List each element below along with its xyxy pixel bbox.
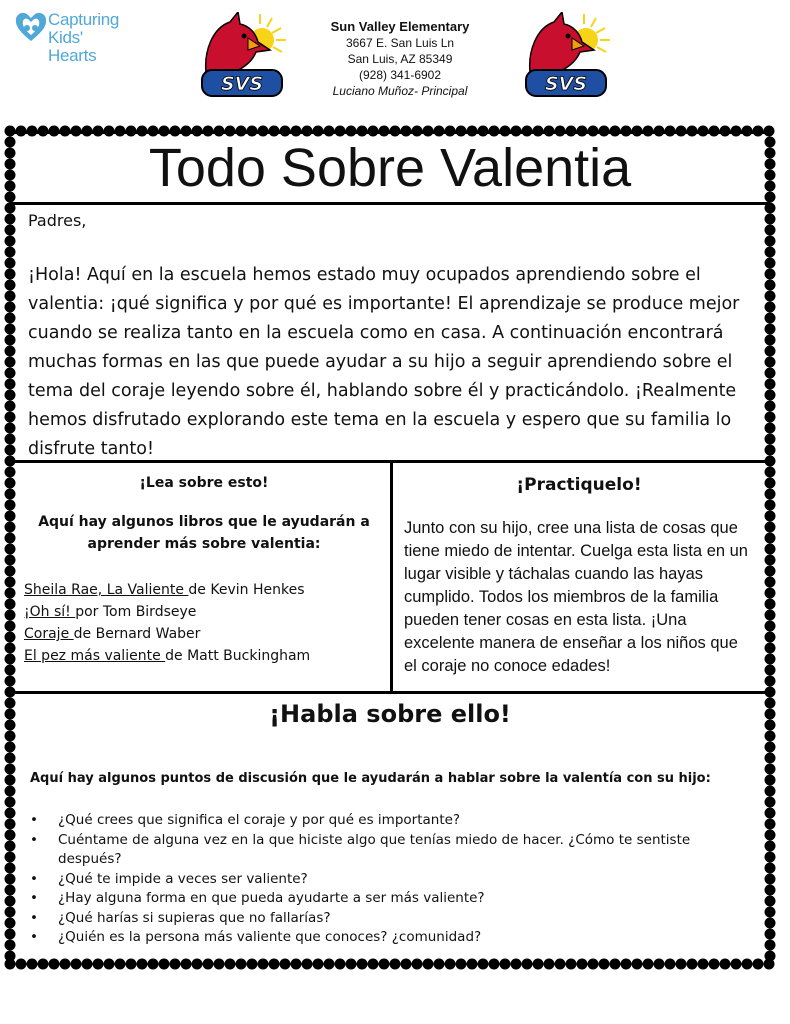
- border-scallop: [765, 907, 776, 918]
- border-scallop: [765, 379, 776, 390]
- border-scallop: [665, 959, 676, 970]
- border-scallop: [5, 841, 16, 852]
- border-scallop: [621, 959, 632, 970]
- border-scallop: [5, 654, 16, 665]
- greeting: Padres,: [28, 211, 87, 230]
- border-scallop: [765, 500, 776, 511]
- border-scallop: [5, 885, 16, 896]
- read-section-title: ¡Lea sobre esto!: [139, 475, 269, 491]
- border-scallop: [5, 775, 16, 786]
- border-scallop: [258, 959, 269, 970]
- border-scallop: [588, 959, 599, 970]
- border-scallop: [5, 544, 16, 555]
- border-scallop: [765, 555, 776, 566]
- border-scallop: [632, 959, 643, 970]
- heart-icon: [14, 10, 48, 44]
- border-scallop: [5, 214, 16, 225]
- border-scallop: [5, 863, 16, 874]
- border-scallop: [38, 959, 49, 970]
- border-scallop: [5, 621, 16, 632]
- border-scallop: [71, 959, 82, 970]
- border-scallop: [765, 621, 776, 632]
- border-scallop: [434, 959, 445, 970]
- border-scallop: [5, 588, 16, 599]
- border-scallop: [765, 291, 776, 302]
- border-scallop: [5, 379, 16, 390]
- border-scallop: [5, 786, 16, 797]
- border-scallop: [5, 951, 16, 962]
- border-scallop: [765, 830, 776, 841]
- column-divider: [390, 460, 393, 694]
- discussion-question-list: [30, 811, 730, 948]
- border-scallop: [765, 863, 776, 874]
- border-scallop: [764, 959, 775, 970]
- border-scallop: [720, 959, 731, 970]
- border-scallop: [5, 423, 16, 434]
- border-scallop: [610, 959, 621, 970]
- border-scallop: [566, 959, 577, 970]
- border-scallop: [765, 643, 776, 654]
- border-scallop: [522, 959, 533, 970]
- border-scallop: [357, 959, 368, 970]
- border-scallop: [765, 654, 776, 665]
- talk-section-title: ¡Habla sobre ello!: [269, 700, 511, 728]
- border-scallop: [765, 412, 776, 423]
- border-scallop: [170, 959, 181, 970]
- border-scallop: [709, 959, 720, 970]
- border-scallop: [765, 445, 776, 456]
- border-scallop: [368, 959, 379, 970]
- border-scallop: [5, 632, 16, 643]
- border-scallop: [467, 959, 478, 970]
- border-scallop: [192, 959, 203, 970]
- border-scallop: [643, 959, 654, 970]
- practice-section-title: ¡Practiquelo!: [516, 475, 642, 495]
- border-scallop: [5, 929, 16, 940]
- border-scallop: [765, 665, 776, 676]
- capturing-kids-hearts-logo: [14, 10, 134, 65]
- border-scallop: [676, 959, 687, 970]
- border-scallop: [5, 665, 16, 676]
- border-scallop: [765, 423, 776, 434]
- border-scallop: [765, 764, 776, 775]
- border-scallop: [379, 959, 390, 970]
- border-scallop: [236, 959, 247, 970]
- border-scallop: [765, 874, 776, 885]
- border-scallop: [765, 566, 776, 577]
- border-scallop: [577, 959, 588, 970]
- border-scallop: [765, 676, 776, 687]
- book-item: [24, 623, 384, 645]
- border-scallop: [5, 236, 16, 247]
- border-scallop: [346, 959, 357, 970]
- border-scallop: [214, 959, 225, 970]
- border-scallop: [5, 269, 16, 280]
- border-scallop: [5, 555, 16, 566]
- book-author: de Bernard Waber: [73, 626, 201, 642]
- border-scallop: [500, 959, 511, 970]
- border-scallop: [203, 959, 214, 970]
- border-scallop: [5, 676, 16, 687]
- border-scallop: [5, 313, 16, 324]
- border-scallop: [765, 852, 776, 863]
- border-scallop: [5, 874, 16, 885]
- school-info: [300, 19, 500, 99]
- border-scallop: [269, 959, 280, 970]
- practice-section: [404, 475, 754, 678]
- border-scallop: [5, 346, 16, 357]
- border-scallop: [765, 269, 776, 280]
- border-scallop: [765, 819, 776, 830]
- border-scallop: [5, 533, 16, 544]
- border-scallop: [5, 280, 16, 291]
- border-scallop: [5, 742, 16, 753]
- talk-section-intro: Aquí hay algunos puntos de discusión que le ayudarán a hablar sobre la valentía con su hijo:: [30, 771, 711, 786]
- border-scallop: [5, 291, 16, 302]
- border-scallop: [765, 742, 776, 753]
- border-scallop: [456, 959, 467, 970]
- border-scallop: [765, 940, 776, 951]
- border-scallop: [104, 959, 115, 970]
- border-scallop: [5, 467, 16, 478]
- border-scallop: [555, 959, 566, 970]
- border-scallop: [313, 959, 324, 970]
- border-scallop: [5, 478, 16, 489]
- border-scallop: [765, 511, 776, 522]
- border-scallop: [765, 324, 776, 335]
- border-scallop: [5, 258, 16, 269]
- border-scallop: [93, 959, 104, 970]
- read-section-intro: Aquí hay algunos libros que le ayudarán a aprender más sobre valentia:: [38, 514, 370, 552]
- section-divider-bottom: [10, 691, 770, 694]
- discussion-question: • ¿Qué te impide a veces ser valiente?: [30, 870, 730, 890]
- border-scallop: [5, 335, 16, 346]
- border-scallop: [5, 830, 16, 841]
- border-scallop: [5, 247, 16, 258]
- border-scallop: [423, 959, 434, 970]
- border-scallop: [5, 808, 16, 819]
- border-scallop: [5, 324, 16, 335]
- border-scallop: [765, 896, 776, 907]
- border-scallop: [765, 346, 776, 357]
- border-scallop: [765, 775, 776, 786]
- border-scallop: [115, 959, 126, 970]
- border-scallop: [765, 797, 776, 808]
- logo-line-1: Capturing: [48, 10, 120, 29]
- border-scallop: [5, 797, 16, 808]
- border-scallop: [544, 959, 555, 970]
- border-scallop: [765, 577, 776, 588]
- border-scallop: [5, 390, 16, 401]
- border-scallop: [5, 753, 16, 764]
- book-author: de Matt Buckingham: [165, 648, 311, 664]
- border-scallop: [5, 522, 16, 533]
- border-scallop: [5, 940, 16, 951]
- border-scallop: [765, 544, 776, 555]
- border-scallop: [765, 522, 776, 533]
- border-scallop: [765, 258, 776, 269]
- border-scallop: [181, 959, 192, 970]
- border-scallop: [753, 959, 764, 970]
- border-scallop: [5, 599, 16, 610]
- border-scallop: [60, 959, 71, 970]
- book-list: [24, 579, 384, 667]
- border-scallop: [765, 929, 776, 940]
- border-scallop: [5, 445, 16, 456]
- border-scallop: [401, 959, 412, 970]
- practice-body: Junto con su hijo, cree una lista de cosas que tiene miedo de intentar. Cuelga esta lista en un lugar visible y táchalas cuando las hayas cumplido. Todos los miembros de la familia pueden tener cosas en esta lista. ¡Una excelente manera de enseñar a los niños que el coraje no conoce edades!: [404, 519, 748, 675]
- border-scallop: [5, 731, 16, 742]
- border-scallop: [765, 390, 776, 401]
- border-scallop: [765, 401, 776, 412]
- border-scallop: [280, 959, 291, 970]
- border-scallop: [654, 959, 665, 970]
- border-scallop: [765, 489, 776, 500]
- address-line-2: San Luis, AZ 85349: [347, 52, 453, 66]
- mascot-text: SVS: [220, 73, 264, 95]
- read-about-it-section: [24, 475, 384, 667]
- border-scallop: [765, 368, 776, 379]
- border-scallop: [5, 489, 16, 500]
- border-scallop: [533, 959, 544, 970]
- school-name: Sun Valley Elementary: [330, 19, 470, 34]
- intro-body: ¡Hola! Aquí en la escuela hemos estado muy ocupados aprendiendo sobre el valentia: ¡qué significa y por qué es importante! El aprendizaje se produce mejor cuando se realiza tanto en la escuela como en casa. A continuación encontrará muchas formas en las que puede ayudar a su hijo a seguir aprendiendo sobre el tema del coraje leyendo sobre él, hablando sobre él y practicándolo. ¡Realmente hemos disfrutado explorando este tema en la escuela y espero que su familia lo disfrute tanto!: [28, 265, 740, 459]
- book-title: ¡Oh sí!: [24, 604, 76, 620]
- border-scallop: [489, 959, 500, 970]
- border-scallop: [445, 959, 456, 970]
- page-title: Todo Sobre Valentia: [148, 138, 632, 198]
- book-title: Coraje: [24, 626, 74, 642]
- border-scallop: [765, 533, 776, 544]
- border-scallop: [765, 357, 776, 368]
- border-scallop: [765, 280, 776, 291]
- border-scallop: [599, 959, 610, 970]
- border-scallop: [5, 357, 16, 368]
- border-scallop: [5, 302, 16, 313]
- border-scallop: [27, 959, 38, 970]
- border-scallop: [291, 959, 302, 970]
- border-scallop: [137, 959, 148, 970]
- border-scallop: [302, 959, 313, 970]
- border-scallop: [765, 225, 776, 236]
- border-scallop: [5, 434, 16, 445]
- logo-line-2: Kids' Hearts: [48, 28, 97, 65]
- border-scallop: [148, 959, 159, 970]
- book-title: Sheila Rae, La Valiente: [24, 582, 189, 598]
- border-scallop: [765, 467, 776, 478]
- border-scallop: [765, 313, 776, 324]
- border-scallop: [765, 599, 776, 610]
- border-scallop: [324, 959, 335, 970]
- border-scallop: [765, 786, 776, 797]
- border-scallop: [687, 959, 698, 970]
- border-scallop: [511, 959, 522, 970]
- book-item: [24, 601, 384, 623]
- border-scallop: [5, 610, 16, 621]
- border-scallop: [412, 959, 423, 970]
- border-scallop: [159, 959, 170, 970]
- border-scallop: [5, 918, 16, 929]
- border-scallop: [82, 959, 93, 970]
- border-scallop: [16, 959, 27, 970]
- border-scallop: [5, 412, 16, 423]
- border-scallop: [126, 959, 137, 970]
- address-line-1: 3667 E. San Luis Ln: [345, 36, 455, 50]
- border-scallop: [765, 753, 776, 764]
- border-scallop: [5, 764, 16, 775]
- border-scallop: [5, 852, 16, 863]
- border-scallop: [765, 885, 776, 896]
- book-author: por Tom Birdseye: [75, 604, 197, 620]
- border-scallop: [5, 511, 16, 522]
- border-scallop: [765, 731, 776, 742]
- title-box: [10, 131, 770, 205]
- book-author: de Kevin Henkes: [188, 582, 305, 598]
- discussion-question: • Cuéntame de alguna vez en la que hiciste algo que tenías miedo de hacer. ¿Cómo te sentiste después?: [30, 831, 730, 870]
- border-scallop: [5, 907, 16, 918]
- border-scallop: [765, 478, 776, 489]
- border-scallop: [765, 247, 776, 258]
- border-scallop: [247, 959, 258, 970]
- logo-text: [48, 11, 134, 65]
- border-scallop: [5, 896, 16, 907]
- border-scallop: [765, 918, 776, 929]
- border-scallop: [5, 566, 16, 577]
- border-scallop: [5, 959, 16, 970]
- border-scallop: [765, 588, 776, 599]
- border-scallop: [765, 302, 776, 313]
- cardinal-mascot-logo-left: [198, 12, 288, 100]
- border-scallop: [390, 959, 401, 970]
- border-scallop: [5, 225, 16, 236]
- border-scallop: [765, 610, 776, 621]
- principal-name: Luciano Muñoz- Principal: [332, 84, 468, 98]
- border-scallop: [698, 959, 709, 970]
- border-scallop: [765, 632, 776, 643]
- border-scallop: [225, 959, 236, 970]
- discussion-question: • ¿Hay alguna forma en que pueda ayudarte a ser más valiente?: [30, 889, 730, 909]
- border-scallop: [5, 500, 16, 511]
- intro-letter: [28, 206, 758, 464]
- discussion-question: • ¿Quién es la persona más valiente que conoces? ¿comunidad?: [30, 928, 730, 948]
- border-scallop: [335, 959, 346, 970]
- border-scallop: [5, 643, 16, 654]
- cardinal-mascot-logo-right: [522, 12, 612, 100]
- book-title: El pez más valiente: [24, 648, 166, 664]
- phone-number: (928) 341-6902: [358, 68, 442, 82]
- book-item: [24, 579, 384, 601]
- border-scallop: [765, 951, 776, 962]
- border-scallop: [765, 335, 776, 346]
- border-scallop: [731, 959, 742, 970]
- border-scallop: [5, 368, 16, 379]
- border-scallop: [765, 236, 776, 247]
- border-scallop: [5, 819, 16, 830]
- discussion-question: • ¿Qué crees que significa el coraje y por qué es importante?: [30, 811, 730, 831]
- border-scallop: [765, 808, 776, 819]
- border-scallop: [478, 959, 489, 970]
- border-scallop: [5, 401, 16, 412]
- border-scallop: [765, 214, 776, 225]
- border-scallop: [742, 959, 753, 970]
- border-scallop: [5, 577, 16, 588]
- mascot-text: SVS: [544, 73, 588, 95]
- border-scallop: [765, 434, 776, 445]
- border-scallop: [49, 959, 60, 970]
- book-item: [24, 645, 384, 667]
- discussion-question: • ¿Qué harías si supieras que no fallarías?: [30, 909, 730, 929]
- border-scallop: [765, 841, 776, 852]
